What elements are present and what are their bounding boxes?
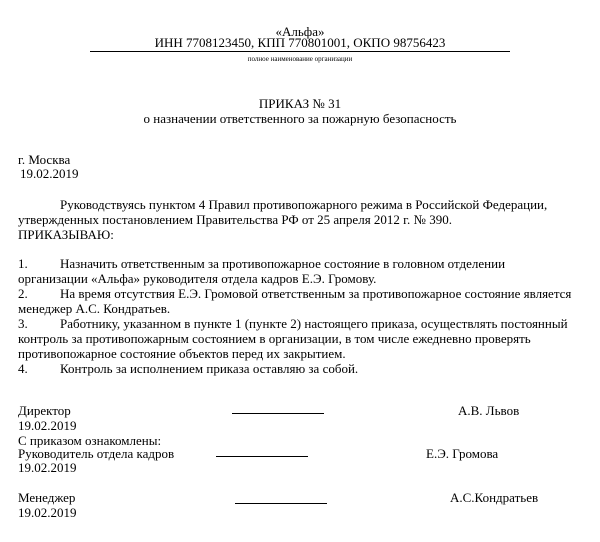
preamble-line-1: Руководствуясь пунктом 4 Правил противопожарного режима в Российской Федерации, (60, 197, 548, 212)
hr-head-name: Е.Э. Громова (426, 446, 499, 461)
item-4-line-1: Контроль за исполнением приказа оставляю за собой. (60, 361, 359, 376)
hr-head-position: Руководитель отдела кадров (18, 446, 175, 461)
hr-head-signature-line (216, 456, 308, 457)
preamble-line-2: утвержденных постановлением Правительства РФ от 25 апреля 2012 г. № 390. (18, 212, 452, 227)
header-caption: полное наименование организации (247, 55, 353, 63)
item-3-line-1: Работнику, указанном в пункте 1 (пункте 2) настоящего приказа, осуществлять постоянный (60, 316, 568, 331)
item-2-line-1: На время отсутствия Е.Э. Громовой ответственным за противопожарное состояние является (60, 286, 572, 301)
order-word: ПРИКАЗЫВАЮ: (18, 227, 114, 242)
hr-head-date: 19.02.2019 (18, 460, 77, 475)
director-name: А.В. Львов (458, 403, 520, 418)
acquainted-label: С приказом ознакомлены: (18, 433, 162, 448)
director-position: Директор (18, 403, 71, 418)
item-number: 2. (18, 286, 28, 301)
manager-name: А.С.Кондратьев (450, 490, 539, 505)
order-date: 19.02.2019 (20, 166, 79, 181)
manager-date: 19.02.2019 (18, 505, 77, 520)
manager-signature-line (235, 503, 327, 504)
item-3-line-3: противопожарное состояние объектов перед их закрытием. (18, 346, 346, 361)
item-3-line-2: контроль за противопожарным состоянием в организации, в том числе ежедневно проверять (18, 331, 531, 346)
item-2-line-2: менеджер А.С. Кондратьев. (18, 301, 171, 316)
item-number: 3. (18, 316, 28, 331)
manager-position: Менеджер (18, 490, 76, 505)
order-number: ПРИКАЗ № 31 (258, 96, 342, 111)
item-number: 1. (18, 256, 28, 271)
item-number: 4. (18, 361, 28, 376)
company-name: «Альфа» (275, 24, 325, 39)
item-1-line-2: организации «Альфа» руководителя отдела кадров Е.Э. Громову. (18, 271, 377, 286)
header-underline (90, 51, 510, 52)
order-subject: о назначении ответственного за пожарную безопасность (143, 111, 457, 126)
city: г. Москва (18, 152, 71, 167)
director-signature-line (232, 413, 324, 414)
item-1-line-1: Назначить ответственным за противопожарное состояние в головном отделении (60, 256, 506, 271)
director-date: 19.02.2019 (18, 418, 77, 433)
company-requisites: ИНН 7708123450, КПП 770801001, ОКПО 98756423 (154, 35, 446, 50)
